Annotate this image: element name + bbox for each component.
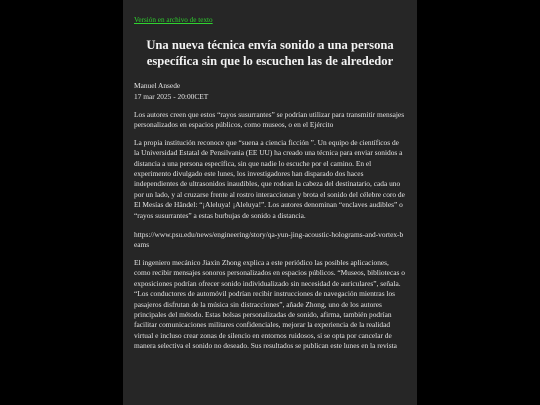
source-url: https://www.psu.edu/news/engineering/story/qa-yun-jing-acoustic-holograms-and-vortex-beams — [134, 230, 404, 250]
article-paragraph-1: La propia institución reconoce que “suena a ciencia ficción ”. Un equipo de científicos de la Universidad Estatal de Pensilvania (EE UU) ha creado una técnica para enviar sonidos a distancia a una persona específica, sin que nadie lo escuche por el camino. En el experimento divulgado este lunes, los investigadores han disparado dos haces independientes de ultrasonidos inaudibles, que rodean la cabeza del destinatario, cada uno por un lado, y al cruzarse frente al rostro interaccionan y brota el sonido del célebre coro de El Mesías de Händel: “¡Aleluya! ¡Aleluya!”. Los autores denominan “enclaves audibles” o “rayos susurrantes” a estas burbujas de sonido a distancia. — [134, 137, 405, 220]
article-title: Una nueva técnica envía sonido a una persona específica sin que lo escuchen las de alrededor — [146, 38, 394, 68]
text-version-link[interactable]: Versión en archivo de texto — [134, 16, 213, 24]
byline — [134, 81, 406, 102]
publish-date: 17 mar 2025 - 20:00CET — [134, 91, 209, 101]
article-content — [123, 0, 417, 352]
author-name: Manuel Ansede — [134, 81, 181, 90]
article-subtitle: Los autores creen que estos “rayos susurrantes” se podrían utilizar para transmitir mensajes personalizados en espacios públicos, como museos, o en el Ejército — [134, 110, 405, 130]
article-paragraph-2: El ingeniero mecánico Jiaxin Zhong explica a este periódico las posibles aplicaciones, como recibir mensajes sonoros personalizados en espacios públicos. “Museos, bibliotecas o exposiciones podrían ofrecer sonido individualizado sin necesidad de auriculares”, señala. “Los conductores de automóvil podrían recibir instrucciones de navegación mientras los pasajeros disfrutan de la música sin distracciones”, añade Zhong, uno de los autores principales del método. Estas bolsas personalizadas de sonido, afirma, también podrían facilitar comunicaciones militares confidenciales, mejorar la experiencia de la realidad virtual e incluso crear zonas de silencio en entornos ruidosos, si se opta por cancelar de manera selectiva el sonido no deseado. Sus resultados se publican este lunes en la revista — [134, 257, 405, 351]
article-page — [123, 0, 417, 405]
